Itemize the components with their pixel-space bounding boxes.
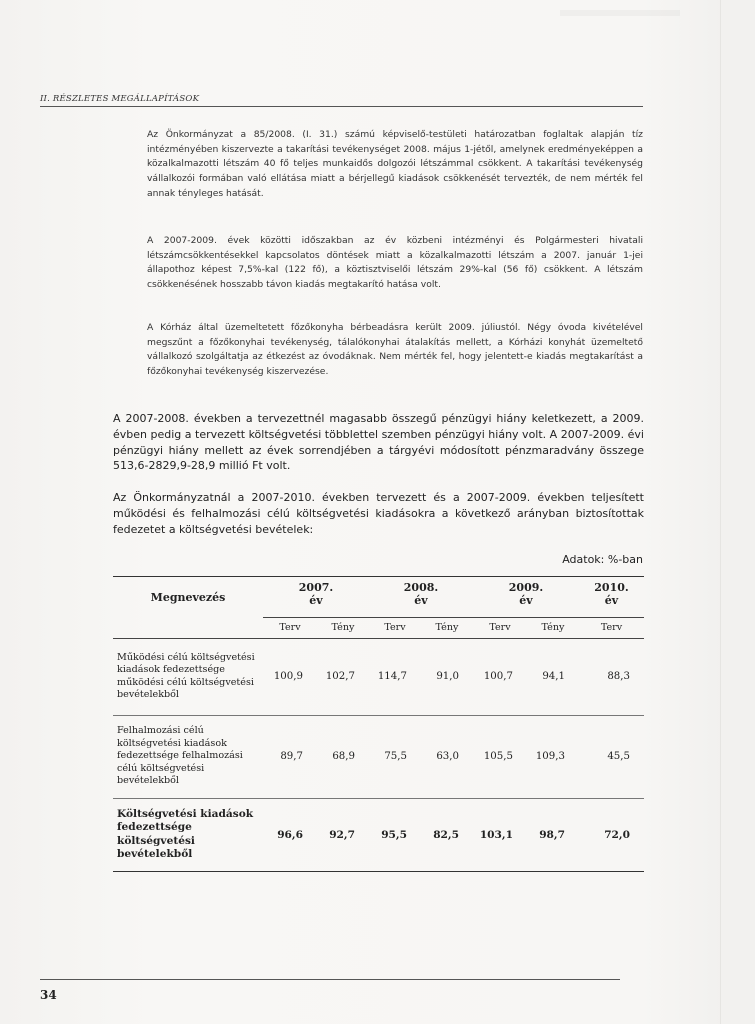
name-column-header: Megnevezés (150, 590, 226, 604)
year-suffix: év (604, 594, 619, 607)
subheader-cell: Tény (421, 617, 473, 638)
value-cell: 96,6 (263, 798, 317, 871)
year-suffix: év (309, 594, 323, 607)
coverage-table (113, 576, 644, 872)
value-cell: 103,1 (473, 798, 527, 871)
year-header-2008 (369, 577, 473, 618)
subheader-cell: Terv (579, 617, 644, 638)
year-header-2007 (263, 577, 369, 618)
row-label: Működési célú költségvetési kiadások fedezettsége működési célú költségvetési bevételekből (117, 651, 255, 700)
footer-rule (40, 979, 620, 980)
quoted-paragraph-3: A Kórház által üzemeltetett főzőkonyha bérbeadásra került 2009. júliustól. Négy óvoda kivételével megszűnt a főzőkonyhai tevékenység, tálalókonyhai átalakítás mellett, a Kórházi konyhát üzemeltető vállalkozó szolgáltatja az étkezést az óvodáknak. Nem mérték fel, hogy jelentett-e kiadás megtakarítást a főzőkonyhai tevékenység kiszervezése. (147, 322, 643, 378)
value-cell: 68,9 (317, 715, 369, 798)
year-label: 2009. (508, 581, 544, 594)
table-units-note: Adatok: %-ban (562, 553, 643, 566)
subheader-cell: Terv (263, 617, 317, 638)
value-cell: 98,7 (527, 798, 579, 871)
year-header-2010 (579, 577, 644, 618)
subheader-cell: Tény (527, 617, 579, 638)
section-header: II. RÉSZLETES MEGÁLLAPÍTÁSOK (40, 94, 643, 107)
year-suffix: év (519, 594, 533, 607)
value-cell: 100,9 (273, 671, 303, 682)
value-cell: 91,0 (436, 671, 459, 682)
value-cell: 109,3 (527, 715, 579, 798)
body-paragraph-2: Az Önkormányzatnál a 2007-2010. években tervezett és a 2007-2009. években teljesített működési és felhalmozási célú költségvetési kiadásokra a következő arányban biztosítottak fedezetet a költségvetési bevételek: (113, 491, 644, 536)
value-cell: 92,7 (317, 798, 369, 871)
quoted-paragraph-2: A 2007-2009. évek közötti időszakban az év közbeni intézményi és Polgármesteri hivatali létszámcsökkentésekkel kapcsolatos döntések miatt a közalkalmazotti létszám a 2007. január 1-jei állapothoz képest 7,5%-kal (122 fő), a köztisztviselői létszám 29%-kal (56 fő) csökkent. A létszám csökkenésének hosszabb távon kiadás megtakarító hatása volt. (147, 235, 643, 291)
value-cell: 102,7 (325, 671, 355, 682)
page-edge-shadow (720, 0, 755, 1024)
value-cell: 95,5 (369, 798, 421, 871)
quoted-paragraph-1: Az Önkormányzat a 85/2008. (I. 31.) számú képviselő-testületi határozatban foglaltak alapján tíz intézményében kiszervezte a takarítási tevékenységet 2008. május 1-jétől, amelynek eredményeképpen a közalkalmazotti létszám 40 fő teljes munkaidős dolgozói létszámmal csökkent. A takarítási tevékenység vállalkozói formában való ellátása miatt a bérjellegű kiadások csökkenését tervezték, de nem mérték fel annak tényleges hatását. (147, 129, 643, 199)
value-cell: 45,5 (579, 715, 644, 798)
table-year-header-row (113, 577, 644, 618)
year-label: 2007. (298, 581, 334, 594)
value-cell: 75,5 (369, 715, 421, 798)
table-row (113, 715, 644, 798)
subheader-cell: Terv (369, 617, 421, 638)
table-row (113, 638, 644, 715)
value-cell: 105,5 (473, 715, 527, 798)
page-number: 34 (40, 988, 57, 1002)
table-subheader-row (113, 617, 644, 638)
value-cell: 82,5 (421, 798, 473, 871)
value-cell: 63,0 (421, 715, 473, 798)
value-cell: 114,7 (377, 671, 407, 682)
value-cell: 100,7 (483, 671, 513, 682)
year-header-2009 (473, 577, 579, 618)
subheader-cell: Terv (473, 617, 527, 638)
row-label: Költségvetési kiadások fedezettsége költségvetési bevételekből (113, 798, 263, 871)
year-label: 2010. (594, 581, 629, 594)
year-label: 2008. (403, 581, 439, 594)
subheader-cell: Tény (317, 617, 369, 638)
value-cell: 72,0 (579, 798, 644, 871)
table-total-row (113, 798, 644, 871)
scan-artifact (560, 10, 680, 16)
value-cell: 88,3 (607, 671, 630, 682)
empty-subheader-cell (113, 617, 263, 638)
row-label: Felhalmozási célú költségvetési kiadások fedezettsége felhalmozási célú költségvetési bevételekből (113, 715, 263, 798)
year-suffix: év (414, 594, 428, 607)
body-paragraph-1: A 2007-2008. években a tervezettnél magasabb összegű pénzügyi hiány keletkezett, a 2009. évben pedig a tervezett költségvetési többlettel szemben pénzügyi hiány volt. A 2007-2009. évi pénzügyi hiány mellett az évek sorrendjében a tárgyévi módosított pénzmaradvány összege 513,6-2829,9-28,9 millió Ft volt. (113, 412, 644, 473)
value-cell: 94,1 (542, 671, 565, 682)
value-cell: 89,7 (263, 715, 317, 798)
